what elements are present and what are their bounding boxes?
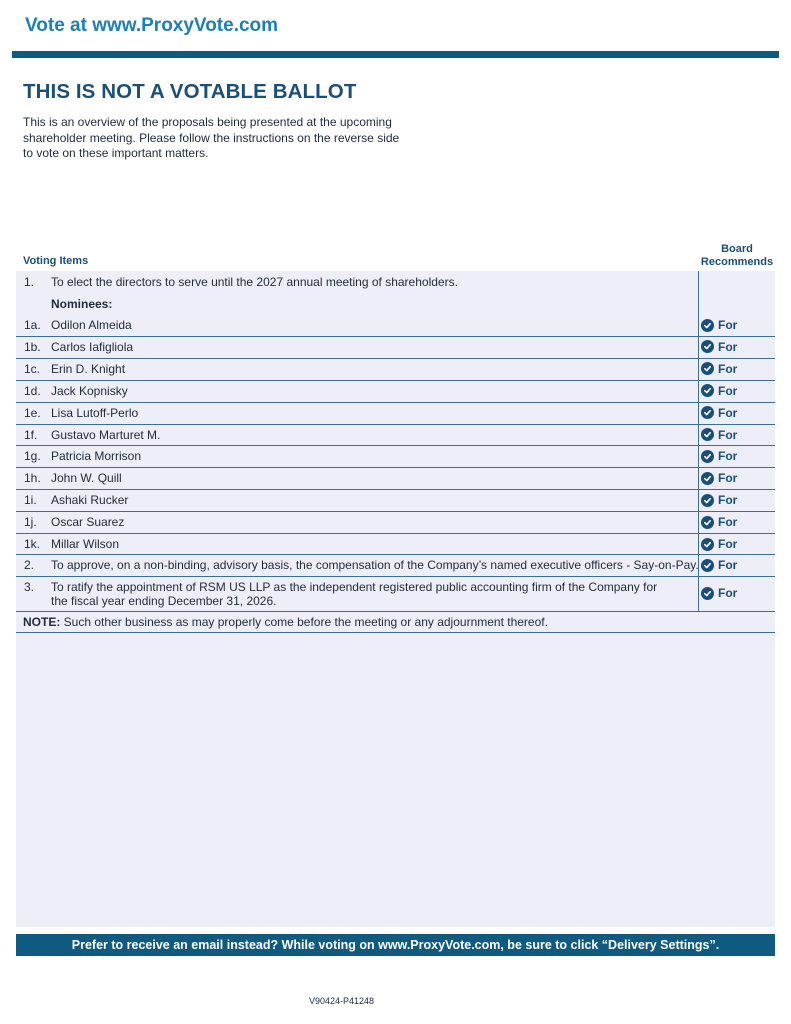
nominee-name: Millar Wilson (51, 537, 120, 551)
board-recommendation (701, 537, 737, 551)
recommendation-label: For (718, 405, 738, 420)
row-divider (16, 424, 775, 425)
row-divider (16, 576, 775, 577)
check-circle-icon (701, 428, 714, 441)
header-bar (12, 51, 779, 58)
board-recommendation (701, 384, 737, 398)
recommendation-label: For (718, 586, 738, 600)
note-text: Such other business as may properly come before the meeting or any adjournment thereof. (60, 615, 548, 629)
row-divider (16, 445, 775, 446)
board-recommendation (701, 449, 737, 463)
board-recommendation (701, 318, 737, 332)
header-title: Vote at www.ProxyVote.com (25, 15, 279, 36)
check-circle-icon (701, 406, 714, 419)
recommendation-label: For (718, 318, 738, 332)
check-circle-icon (701, 340, 714, 353)
nominee-name: Lisa Lutoff-Perlo (51, 405, 139, 420)
row-divider (16, 467, 775, 468)
row-divider (16, 554, 775, 555)
nominee-name: Erin D. Knight (51, 361, 126, 376)
item-text-line1: To ratify the appointment of RSM US LLP as the independent registered public accounting firm of the Company for (51, 580, 658, 594)
item-text (51, 580, 657, 608)
row-divider (16, 402, 775, 403)
document-code: V90424-P41248 (309, 996, 375, 1006)
page-title: THIS IS NOT A VOTABLE BALLOT (23, 80, 357, 103)
row-divider (16, 511, 775, 512)
nominee-name: Jack Kopnisky (51, 383, 128, 398)
check-circle-icon (701, 587, 714, 600)
note-label: NOTE: (23, 615, 61, 629)
nominee-name: Carlos Iafigliola (51, 339, 134, 354)
recommendation-label: For (718, 339, 738, 354)
recommendation-label: For (718, 471, 738, 486)
board-recommendation (701, 428, 737, 442)
check-circle-icon (701, 472, 714, 485)
nominee-number: 1b. (24, 339, 41, 354)
board-recommendation (701, 362, 737, 376)
intro-text: This is an overview of the proposals being presented at the upcoming shareholder meeting. Please follow the instructions on the reverse side to vote on these important matters. (23, 115, 400, 160)
nominee-name: Ashaki Rucker (51, 493, 129, 508)
nominee-number: 1g. (24, 449, 41, 464)
nominee-number: 1j. (24, 515, 37, 530)
recommendation-label: For (718, 361, 738, 376)
recommendation-label: For (718, 383, 738, 398)
row-divider (16, 380, 775, 381)
nominee-name: Odilon Almeida (51, 318, 132, 332)
recommendation-label: For (718, 493, 738, 508)
board-recommendation (701, 515, 737, 529)
check-circle-icon (701, 494, 714, 507)
recommendation-label: For (718, 427, 738, 442)
check-circle-icon (701, 559, 714, 572)
nominee-number: 1c. (24, 361, 41, 376)
nominee-number: 1h. (24, 471, 41, 486)
check-circle-icon (701, 450, 714, 463)
row-divider (16, 611, 775, 612)
recommendation-label: For (718, 449, 738, 464)
board-recommends-header (697, 243, 777, 268)
board-recommendation (701, 586, 737, 600)
recommendation-label: For (718, 515, 738, 530)
nominee-name: John W. Quill (51, 471, 122, 486)
item-text: To elect the directors to serve until the 2027 annual meeting of shareholders. (51, 275, 458, 289)
nominee-number: 1d. (24, 383, 41, 398)
nominee-number: 1f. (24, 427, 38, 442)
board-recommends-line1: Board (721, 243, 753, 255)
row-divider (16, 489, 775, 490)
row-divider (16, 358, 775, 359)
board-recommendation (701, 471, 737, 485)
recommendation-label: For (718, 558, 738, 572)
board-recommends-line2: Recommends (700, 255, 774, 268)
check-circle-icon (701, 538, 714, 551)
recommendation-label: For (718, 537, 738, 551)
row-divider (16, 533, 775, 534)
board-recommendation (701, 406, 737, 420)
nominee-number: 1k. (24, 537, 41, 551)
check-circle-icon (701, 384, 714, 397)
footer-banner: Prefer to receive an email instead? While voting on www.ProxyVote.com, be sure to click “Delivery Settings”. (16, 934, 775, 956)
nominee-number: 1a. (24, 318, 41, 332)
voting-items-header: Voting Items (23, 255, 89, 267)
check-circle-icon (701, 319, 714, 332)
row-divider (16, 336, 775, 337)
nominee-name: Gustavo Marturet M. (51, 427, 161, 442)
nominee-name: Oscar Suarez (51, 515, 125, 530)
check-circle-icon (701, 362, 714, 375)
board-recommendation (701, 493, 737, 507)
item-number: 1. (24, 275, 35, 289)
nominee-number: 1i. (24, 493, 37, 508)
board-recommendation (701, 340, 737, 354)
item-number: 3. (24, 580, 35, 594)
row-divider (16, 632, 775, 633)
nominee-number: 1e. (24, 405, 41, 420)
board-recommendation (701, 558, 737, 572)
nominee-name: Patricia Morrison (51, 449, 142, 464)
item-text: To approve, on a non-binding, advisory basis, the compensation of the Company’s named executive officers - Say-on-Pay. (51, 558, 699, 572)
item-number: 2. (24, 558, 35, 572)
item-text-line2: the fiscal year ending December 31, 2026. (51, 594, 277, 608)
check-circle-icon (701, 516, 714, 529)
nominees-label: Nominees: (51, 297, 113, 311)
